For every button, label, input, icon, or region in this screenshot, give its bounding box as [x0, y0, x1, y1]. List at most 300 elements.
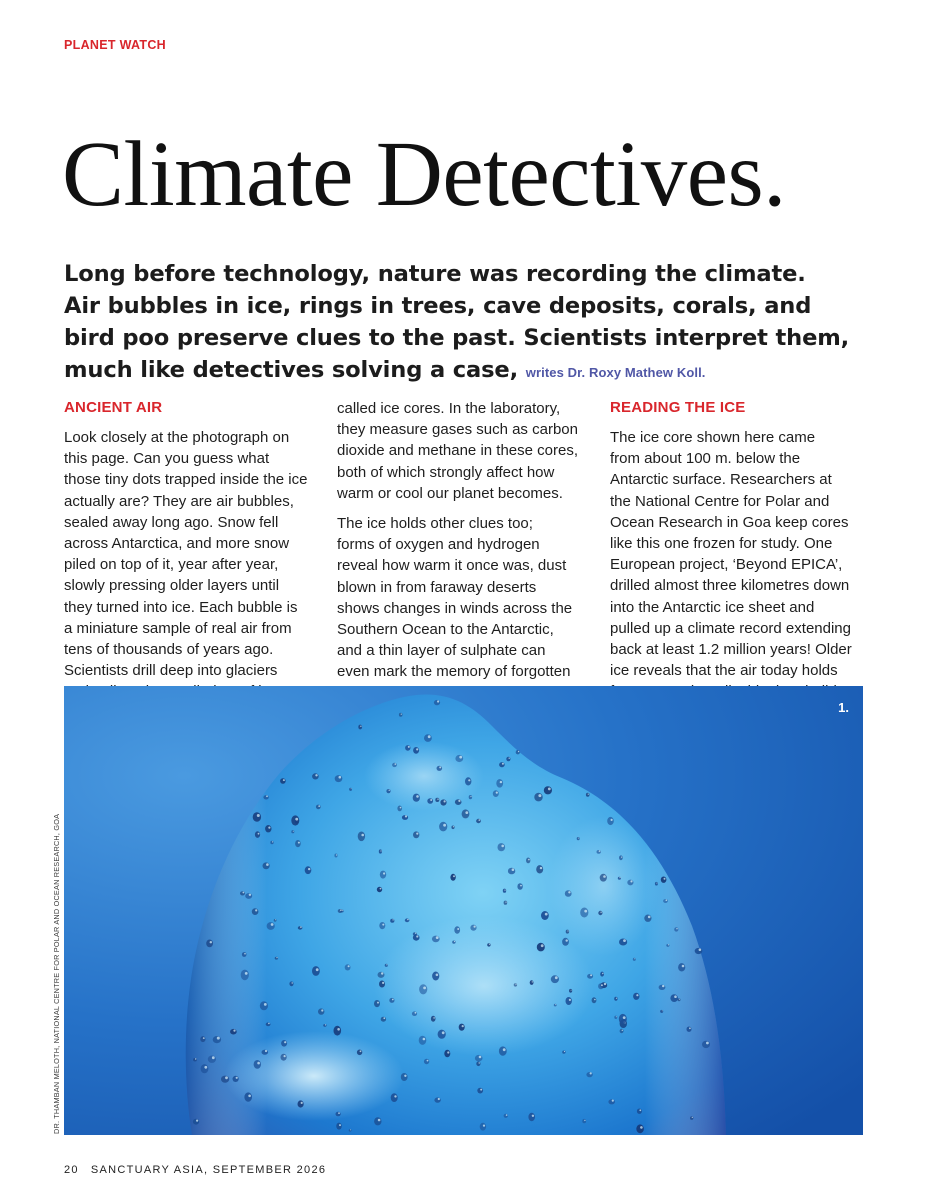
- air-bubble-highlight: [590, 974, 592, 976]
- air-bubble: [534, 793, 542, 802]
- air-bubble: [434, 1097, 440, 1102]
- air-bubble: [506, 757, 510, 762]
- text-line: pulled up a climate record extending: [610, 619, 851, 637]
- air-bubble-highlight: [568, 891, 570, 893]
- air-bubble: [627, 880, 633, 886]
- air-bubble: [487, 943, 490, 946]
- ice-core-photo: [64, 686, 863, 1135]
- air-bubble-highlight: [470, 796, 471, 797]
- air-bubble: [260, 1001, 268, 1010]
- subheading-reading-the-ice: READING THE ICE: [610, 399, 746, 416]
- air-bubble-highlight: [616, 1016, 617, 1017]
- standfirst-line: Long before technology, nature was recording the climate.: [64, 261, 806, 287]
- air-bubble: [459, 1024, 465, 1031]
- text-line: shows changes in winds across the: [337, 599, 573, 617]
- air-bubble-highlight: [468, 779, 470, 781]
- air-bubble-highlight: [584, 1120, 585, 1121]
- air-bubble-highlight: [594, 999, 596, 1001]
- air-bubble-highlight: [662, 1010, 663, 1011]
- air-bubble: [253, 812, 261, 821]
- air-bubble-highlight: [318, 805, 320, 807]
- page-number: 20: [64, 1164, 79, 1176]
- air-bubble: [345, 964, 351, 970]
- air-bubble-highlight: [699, 948, 702, 951]
- air-bubble-highlight: [258, 833, 260, 835]
- air-bubble-highlight: [316, 968, 319, 971]
- air-bubble-highlight: [257, 814, 260, 817]
- air-bubble: [516, 750, 520, 754]
- air-bubble: [586, 1072, 592, 1077]
- air-bubble: [336, 1123, 341, 1130]
- air-bubble-highlight: [298, 842, 300, 844]
- air-bubble-highlight: [515, 984, 516, 985]
- air-bubble: [241, 970, 249, 981]
- air-bubble-highlight: [360, 1050, 362, 1052]
- text-line: called ice cores. In the laboratory,: [337, 400, 561, 417]
- air-bubble: [381, 1017, 386, 1022]
- air-bubble: [440, 799, 446, 805]
- air-bubble: [213, 1036, 221, 1043]
- air-bubble-highlight: [415, 933, 416, 934]
- air-bubble: [349, 788, 352, 791]
- air-bubble-highlight: [630, 880, 632, 882]
- air-bubble: [439, 822, 447, 832]
- air-bubble: [544, 786, 552, 794]
- air-bubble: [323, 1024, 326, 1027]
- air-bubble: [554, 1004, 557, 1007]
- air-bubble-highlight: [433, 1017, 435, 1019]
- air-bubble: [569, 989, 572, 993]
- air-bubble: [291, 830, 294, 833]
- air-bubble-highlight: [600, 912, 601, 913]
- text-line: across Antarctica, and more snow: [64, 535, 290, 553]
- air-bubble: [695, 948, 703, 954]
- air-bubble: [670, 994, 678, 1002]
- air-bubble: [690, 1116, 693, 1120]
- air-bubble: [462, 809, 470, 818]
- text-line: drilled almost three kilometres down: [610, 577, 850, 595]
- air-bubble-highlight: [640, 1126, 643, 1129]
- air-bubble-highlight: [634, 958, 635, 959]
- air-bubble: [582, 1119, 586, 1123]
- air-bubble: [508, 868, 515, 875]
- air-bubble-highlight: [423, 987, 426, 990]
- air-bubble-highlight: [571, 990, 572, 991]
- air-bubble: [496, 779, 503, 788]
- air-bubble-highlight: [243, 892, 245, 894]
- text-line: even mark the memory of forgotten: [337, 663, 571, 681]
- air-bubble: [598, 911, 602, 915]
- air-bubble: [280, 778, 286, 784]
- air-bubble-highlight: [339, 776, 342, 779]
- air-bubble: [431, 1016, 436, 1022]
- air-bubble-highlight: [528, 859, 530, 861]
- air-bubble-highlight: [248, 1095, 251, 1098]
- air-bubble: [281, 1054, 287, 1061]
- air-bubble: [551, 975, 559, 983]
- air-bubble-highlight: [437, 700, 439, 702]
- air-bubble: [614, 1016, 617, 1019]
- air-bubble-highlight: [453, 875, 455, 877]
- air-bubble: [480, 1123, 486, 1131]
- air-bubble-highlight: [275, 919, 276, 920]
- air-bubble: [390, 919, 394, 923]
- text-line: dioxide and methane in these cores,: [337, 442, 578, 460]
- air-bubble-highlight: [480, 1089, 482, 1091]
- air-bubble-highlight: [415, 1012, 417, 1014]
- air-bubble: [455, 799, 462, 805]
- air-bubble: [245, 893, 252, 899]
- air-bubble-highlight: [383, 872, 385, 874]
- standfirst-line: Air bubbles in ice, rings in trees, cave deposits, corals, and: [64, 293, 812, 319]
- air-bubble-highlight: [555, 976, 558, 979]
- air-bubble: [562, 1051, 565, 1054]
- air-bubble-highlight: [348, 965, 350, 967]
- text-line: reveal how warm it once was, dust: [337, 557, 567, 575]
- photo-credit: DR. THAMBAN MELOTH, NATIONAL CENTRE FOR POLAR AND OCEAN RESEARCH, GOA: [52, 813, 61, 1134]
- air-bubble-highlight: [656, 883, 657, 884]
- air-bubble: [498, 843, 506, 851]
- air-bubble: [374, 1000, 380, 1007]
- text-line: back at least 1.2 million years! Older: [610, 641, 852, 659]
- air-bubble: [435, 798, 439, 802]
- text-line: Ocean Research in Goa keep cores: [610, 513, 849, 531]
- air-bubble: [592, 997, 597, 1003]
- air-bubble: [465, 777, 471, 785]
- air-bubble: [379, 981, 385, 988]
- air-bubble-highlight: [689, 1027, 691, 1029]
- air-bubble-highlight: [532, 1115, 534, 1117]
- air-bubble: [289, 981, 293, 986]
- air-bubble: [266, 1022, 271, 1026]
- air-bubble-highlight: [502, 763, 504, 765]
- air-bubble: [600, 874, 607, 882]
- air-bubble: [674, 927, 678, 931]
- air-bubble-highlight: [382, 982, 384, 984]
- air-bubble-highlight: [266, 863, 269, 866]
- air-bubble: [291, 815, 299, 825]
- air-bubble: [419, 1036, 427, 1045]
- air-bubble: [377, 887, 382, 892]
- air-bubble: [312, 773, 319, 779]
- air-bubble-highlight: [520, 885, 522, 887]
- byline: writes Dr. Roxy Mathew Koll.: [525, 365, 706, 380]
- air-bubble: [380, 871, 386, 879]
- air-bubble-highlight: [604, 983, 606, 985]
- air-bubble: [265, 825, 271, 832]
- air-bubble: [397, 806, 402, 812]
- air-bubble: [607, 817, 614, 825]
- air-bubble-highlight: [662, 985, 664, 987]
- air-bubble-highlight: [416, 833, 418, 835]
- air-bubble-highlight: [394, 1095, 396, 1097]
- air-bubble-highlight: [236, 1077, 238, 1079]
- air-bubble-highlight: [405, 815, 407, 817]
- column-middle: [337, 398, 595, 704]
- air-bubble-highlight: [416, 748, 418, 750]
- air-bubble: [687, 1027, 692, 1032]
- air-bubble-highlight: [504, 890, 505, 891]
- air-bubble: [295, 840, 301, 847]
- air-bubble-highlight: [489, 944, 490, 945]
- air-bubble: [586, 793, 590, 797]
- air-bubble-highlight: [268, 827, 270, 829]
- air-bubble: [438, 1030, 446, 1039]
- air-bubble: [608, 1099, 615, 1104]
- air-bubble-highlight: [599, 850, 601, 852]
- paragraph: [610, 427, 868, 703]
- air-bubble-highlight: [458, 800, 460, 802]
- air-bubble-highlight: [541, 944, 544, 947]
- air-bubble: [336, 1112, 341, 1117]
- air-bubble-highlight: [325, 1024, 326, 1025]
- air-bubble-highlight: [244, 953, 246, 955]
- air-bubble-highlight: [567, 930, 568, 931]
- text-line: Look closely at the photograph on: [64, 429, 290, 446]
- air-bubble: [434, 700, 440, 705]
- air-bubble: [349, 1129, 352, 1131]
- air-bubble: [536, 865, 543, 873]
- air-bubble-highlight: [454, 941, 455, 942]
- air-bubble: [526, 858, 530, 864]
- page-footer: [64, 1164, 326, 1176]
- text-line: Antarctic surface. Researchers at: [610, 471, 832, 489]
- text-line: tens of thousands of years ago.: [64, 641, 274, 659]
- air-bubble: [475, 1055, 483, 1062]
- air-bubble-highlight: [442, 1031, 445, 1034]
- air-bubble-highlight: [395, 763, 397, 765]
- air-bubble: [221, 1076, 229, 1083]
- text-line: those tiny dots trapped inside the ice: [64, 471, 308, 489]
- air-bubble: [566, 997, 572, 1005]
- air-bubble: [678, 998, 681, 1001]
- air-bubble: [659, 985, 666, 990]
- air-bubble-highlight: [676, 928, 677, 929]
- air-bubble-highlight: [392, 999, 394, 1001]
- air-bubble: [244, 1092, 252, 1101]
- air-bubble: [587, 974, 593, 979]
- air-bubble-highlight: [664, 878, 666, 880]
- air-bubble: [275, 957, 278, 960]
- air-bubble: [432, 936, 440, 943]
- text-line: The ice holds other clues too;: [337, 515, 533, 533]
- air-bubble: [541, 911, 549, 920]
- air-bubble-highlight: [545, 913, 548, 916]
- air-bubble-highlight: [265, 1050, 267, 1052]
- air-bubble: [316, 805, 321, 810]
- air-bubble: [335, 775, 343, 782]
- air-bubble-highlight: [648, 916, 651, 919]
- air-bubble: [262, 1050, 269, 1055]
- air-bubble-highlight: [210, 941, 212, 943]
- air-bubble-highlight: [453, 826, 454, 827]
- air-bubble-highlight: [506, 1114, 508, 1116]
- air-bubble: [454, 926, 460, 933]
- air-bubble: [358, 725, 362, 730]
- air-bubble-highlight: [474, 926, 476, 928]
- text-line: blown in from faraway deserts: [337, 578, 537, 596]
- air-bubble: [386, 789, 390, 793]
- air-bubble: [334, 854, 337, 858]
- air-bubble: [450, 874, 455, 881]
- air-bubble: [565, 890, 572, 897]
- air-bubble-highlight: [428, 735, 431, 738]
- air-bubble: [598, 983, 604, 989]
- air-bubble: [252, 908, 259, 915]
- air-bubble: [451, 826, 454, 830]
- air-bubble-highlight: [430, 799, 432, 801]
- air-bubble-highlight: [392, 919, 393, 920]
- air-bubble-highlight: [204, 1066, 207, 1069]
- air-bubble-highlight: [272, 841, 273, 842]
- text-line: Scientists drill deep into glaciers: [64, 662, 278, 680]
- air-bubble: [267, 922, 275, 930]
- air-bubble: [402, 815, 408, 820]
- air-bubble: [254, 1060, 261, 1069]
- air-bubble: [391, 1093, 398, 1102]
- air-bubble-highlight: [436, 974, 439, 977]
- paragraph: [64, 427, 322, 703]
- air-bubble: [358, 832, 365, 842]
- air-bubble: [499, 1046, 507, 1055]
- air-bubble-highlight: [292, 982, 293, 983]
- air-bubble-highlight: [195, 1058, 196, 1059]
- air-bubble-highlight: [389, 790, 390, 791]
- air-bubble-highlight: [479, 1062, 480, 1063]
- air-bubble-highlight: [401, 714, 402, 715]
- headline: Climate Detectives.: [62, 123, 786, 226]
- air-bubble-highlight: [636, 994, 638, 996]
- air-bubble: [620, 1029, 624, 1033]
- air-bubble-highlight: [439, 766, 441, 768]
- air-bubble: [274, 919, 277, 922]
- text-line: sealed away long ago. Snow fell: [64, 513, 279, 531]
- air-bubble: [600, 972, 604, 977]
- text-line: piled on top of it, year after year,: [64, 556, 279, 574]
- air-bubble-highlight: [532, 981, 533, 982]
- air-bubble-highlight: [340, 909, 342, 911]
- air-bubble: [263, 795, 268, 799]
- air-bubble-highlight: [601, 984, 603, 986]
- air-bubble-highlight: [706, 1042, 709, 1045]
- air-bubble-highlight: [268, 1023, 270, 1025]
- air-bubble: [437, 766, 443, 771]
- air-bubble-highlight: [382, 924, 384, 926]
- air-bubble: [206, 940, 213, 948]
- air-bubble-highlight: [496, 792, 498, 794]
- air-bubble: [452, 941, 455, 944]
- air-bubble-highlight: [284, 1055, 286, 1057]
- air-bubble-highlight: [427, 1060, 429, 1062]
- air-bubble: [242, 952, 247, 957]
- air-bubble: [413, 747, 419, 754]
- air-bubble: [312, 966, 320, 976]
- air-bubble-highlight: [437, 799, 438, 800]
- air-bubble-highlight: [619, 877, 620, 878]
- air-bubble-highlight: [602, 973, 603, 974]
- air-bubble: [413, 932, 417, 936]
- column-ancient-air: [64, 398, 322, 703]
- air-bubble: [637, 1109, 642, 1114]
- air-bubble: [663, 899, 668, 903]
- air-bubble-highlight: [505, 902, 506, 903]
- photo-number: 1.: [838, 700, 849, 715]
- air-bubble: [493, 790, 499, 797]
- air-bubble: [233, 1076, 239, 1082]
- air-bubble: [424, 1059, 429, 1064]
- air-bubble-highlight: [584, 910, 587, 913]
- air-bubble: [455, 755, 463, 762]
- air-bubble-highlight: [590, 1072, 592, 1074]
- air-bubble-highlight: [377, 1002, 379, 1004]
- air-bubble-highlight: [479, 819, 481, 821]
- air-bubble: [517, 883, 522, 890]
- air-bubble-highlight: [447, 1051, 449, 1053]
- air-bubble: [412, 1011, 417, 1016]
- standfirst-line: bird poo preserve clues to the past. Scientists interpret them,: [64, 325, 850, 351]
- column-reading-the-ice: [610, 398, 868, 703]
- air-bubble-highlight: [264, 1003, 267, 1006]
- air-bubble-highlight: [217, 1037, 220, 1040]
- air-bubble-highlight: [351, 788, 352, 789]
- air-bubble-highlight: [203, 1037, 205, 1039]
- air-bubble: [379, 922, 385, 929]
- air-bubble-highlight: [408, 746, 410, 748]
- air-bubble: [470, 925, 476, 931]
- air-bubble: [597, 850, 601, 854]
- air-bubble-highlight: [674, 995, 677, 998]
- air-bubble: [338, 909, 343, 913]
- air-bubble: [580, 908, 588, 918]
- air-bubble-highlight: [611, 819, 613, 821]
- air-bubble-highlight: [538, 794, 541, 797]
- air-bubble-highlight: [293, 831, 294, 832]
- air-bubble: [655, 882, 658, 886]
- air-bubble: [424, 734, 432, 742]
- air-bubble-highlight: [416, 935, 418, 937]
- air-bubble-highlight: [386, 964, 387, 965]
- air-bubble-highlight: [668, 944, 669, 945]
- air-bubble: [499, 762, 505, 767]
- air-bubble-highlight: [380, 850, 381, 851]
- text-line: Southern Ocean to the Antarctic,: [337, 621, 554, 639]
- air-bubble-highlight: [509, 758, 510, 759]
- air-bubble: [633, 993, 639, 1000]
- text-line: actually are? They are air bubbles,: [64, 492, 294, 510]
- air-bubble: [419, 984, 427, 994]
- air-bubble-highlight: [249, 894, 251, 896]
- air-bubble-highlight: [465, 811, 468, 814]
- air-bubble: [208, 1056, 216, 1063]
- text-line: into the Antarctic ice sheet and: [610, 598, 815, 616]
- text-line: both of which strongly affect how: [337, 463, 555, 481]
- air-bubble: [427, 798, 433, 804]
- air-bubble-highlight: [622, 1030, 623, 1031]
- air-bubble-highlight: [457, 928, 459, 930]
- air-bubble-highlight: [459, 756, 462, 759]
- air-bubble-highlight: [444, 800, 446, 802]
- air-bubble-highlight: [679, 999, 680, 1000]
- section-tag: PLANET WATCH: [64, 38, 166, 52]
- air-bubble-highlight: [381, 972, 383, 974]
- air-bubble-highlight: [196, 1120, 198, 1122]
- air-bubble-highlight: [564, 1051, 565, 1052]
- air-bubble: [618, 877, 621, 880]
- text-line: European project, ‘Beyond EPICA’,: [610, 556, 843, 574]
- air-bubble-highlight: [612, 1100, 614, 1102]
- air-bubble-highlight: [682, 965, 685, 968]
- air-bubble-highlight: [692, 1117, 693, 1118]
